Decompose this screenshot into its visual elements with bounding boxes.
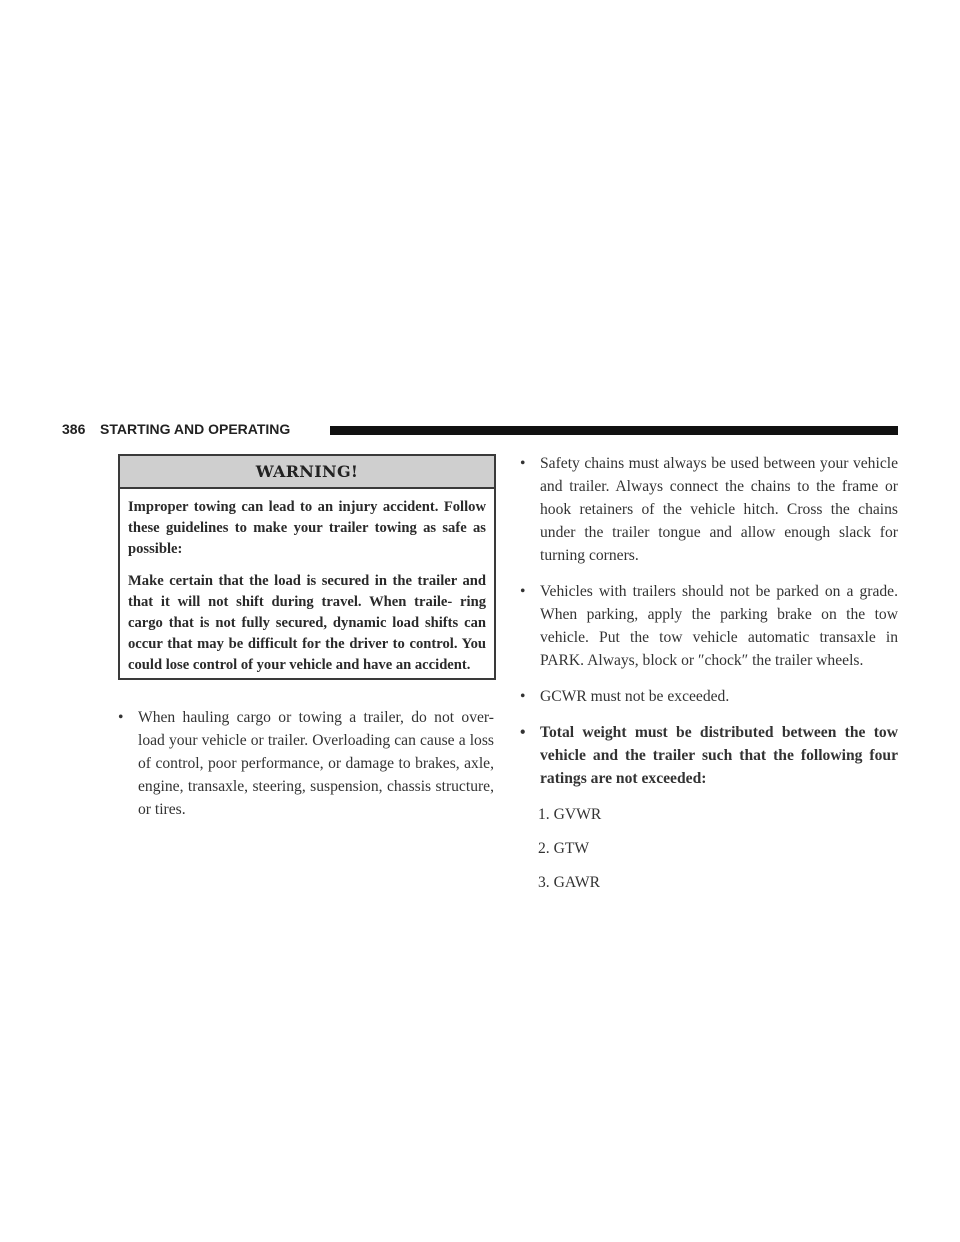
bullet-text: Vehicles with trailers should not be parked on a grade. When parking, apply the parking brake on the tow vehicle. Put the tow vehicle automatic transaxle in PARK. Always, block or ″chock″ the trailer wheels. (540, 583, 898, 669)
right-column (520, 452, 898, 905)
list-item (520, 452, 898, 567)
list-item (520, 721, 898, 790)
page-header (62, 418, 898, 442)
bullet-icon: • (520, 455, 526, 472)
bullet-icon: • (520, 688, 526, 705)
section-title: STARTING AND OPERATING (100, 421, 291, 437)
left-column (118, 706, 494, 834)
warning-paragraph: Make certain that the load is secured in the trailer and that it will not shift during travel. When traile- ring cargo that is not fully secured, dynamic load shifts can occur that may be difficult for the driver to control. You could lose control of your vehicle and have an accident. (128, 573, 486, 673)
bullet-icon: • (520, 724, 526, 741)
header-rule (330, 426, 898, 435)
bullet-text: GCWR must not be exceeded. (540, 688, 730, 705)
list-item (118, 706, 494, 821)
page-number: 386 (62, 421, 86, 437)
ratings-list-item: 2. GTW (538, 840, 590, 857)
ratings-list-item: 1. GVWR (538, 806, 602, 823)
bullet-icon: • (118, 709, 124, 726)
warning-box (118, 454, 496, 680)
bullet-icon: • (520, 583, 526, 600)
list-item (520, 580, 898, 672)
bullet-text: When hauling cargo or towing a trailer, do not over- load your vehicle or trailer. Overloading can cause a loss of control, poor performance, or damage to brakes, axle, engine, transaxle, steering, suspension, chassis structure, or tires. (138, 709, 494, 818)
warning-body (120, 489, 494, 676)
bullet-text: Total weight must be distributed between the tow vehicle and the trailer such that the following four ratings are not exceeded: (540, 724, 898, 787)
warning-title: WARNING! (120, 456, 494, 489)
ratings-list-item: 3. GAWR (538, 874, 600, 891)
warning-paragraph: Improper towing can lead to an injury accident. Follow these guidelines to make your trailer towing as safe as possible: (128, 499, 486, 557)
list-item (520, 685, 898, 708)
bullet-text: Safety chains must always be used between your vehicle and trailer. Always connect the chains to the frame or hook retainers of the vehicle hitch. Cross the chains under the trailer tongue and allow enough slack for turning corners. (540, 455, 898, 564)
